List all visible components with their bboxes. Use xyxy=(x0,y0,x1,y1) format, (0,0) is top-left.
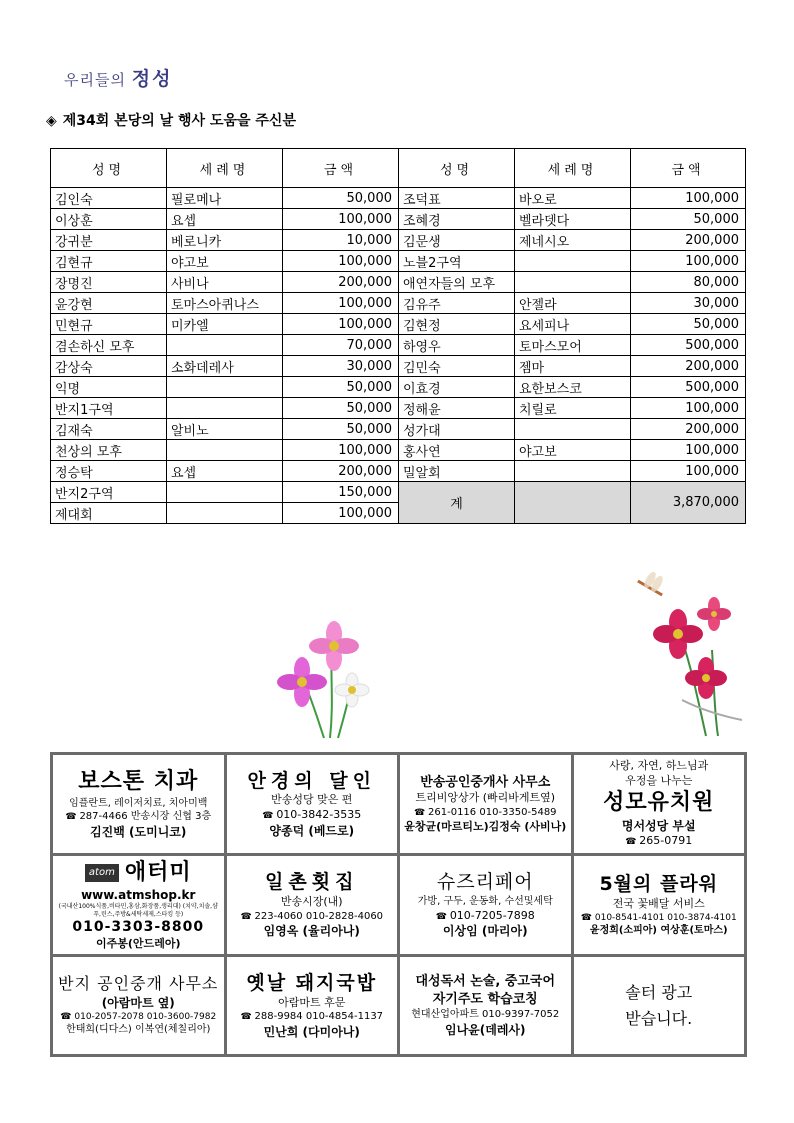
page-subtitle xyxy=(46,110,296,130)
donor-baptism: 요한보스코 xyxy=(515,377,631,398)
ad-url: www.atmshop.kr xyxy=(81,888,196,903)
total-label: 계 xyxy=(399,482,515,524)
header-baptism-left: 세례명 xyxy=(167,149,283,188)
header-name-right: 성명 xyxy=(399,149,515,188)
table-row xyxy=(51,356,746,377)
donor-baptism xyxy=(167,482,283,503)
ad-line: 현대산업아파트 010-9397-7052 xyxy=(411,1009,560,1021)
donor-amount: 100,000 xyxy=(283,440,399,461)
ad-title: 옛날 돼지국밥 xyxy=(246,971,378,994)
donor-name: 반지1구역 xyxy=(51,398,167,419)
donor-baptism: 필로메나 xyxy=(167,188,283,209)
table-row xyxy=(51,188,746,209)
ad-title: 안경의 달인 xyxy=(247,769,376,792)
donor-name: 감상숙 xyxy=(51,356,167,377)
donor-baptism: 미카엘 xyxy=(167,314,283,335)
donor-baptism: 안젤라 xyxy=(515,293,631,314)
donor-name: 천상의 모후 xyxy=(51,440,167,461)
ad-tel: 223-4060 010-2828-4060 xyxy=(254,910,384,922)
donor-name: 김인숙 xyxy=(51,188,167,209)
phone-icon xyxy=(240,911,254,922)
donor-baptism xyxy=(515,272,631,293)
ad-phone: 010-3303-8800 xyxy=(72,918,205,935)
ad-owner: 임영옥 (율리아나) xyxy=(263,924,360,939)
ad-bansong-realty xyxy=(399,754,573,855)
donor-baptism: 사비나 xyxy=(167,272,283,293)
ad-title-2: 받습니다. xyxy=(625,1008,693,1028)
ad-title: 반송공인중개사 사무소 xyxy=(420,774,551,790)
donor-baptism xyxy=(167,335,283,356)
donor-baptism: 토마스모어 xyxy=(515,335,631,356)
donor-name: 애연자들의 모후 xyxy=(399,272,515,293)
donor-name: 김현규 xyxy=(51,251,167,272)
donor-name: 제대회 xyxy=(51,503,167,524)
donor-name: 정승탁 xyxy=(51,461,167,482)
donor-name: 하영우 xyxy=(399,335,515,356)
ad-line: 명서성당 부설 xyxy=(621,818,696,833)
atomy-logo-icon: atom xyxy=(85,864,119,882)
donor-amount: 30,000 xyxy=(283,356,399,377)
phone-icon xyxy=(240,1011,254,1022)
ad-title: 애터미 xyxy=(124,859,192,885)
donor-baptism xyxy=(515,419,631,440)
donor-amount: 200,000 xyxy=(283,272,399,293)
donor-baptism: 젬마 xyxy=(515,356,631,377)
ad-fine-print: (국내산100%식품,비타민,홍삼,화장품,생리대) (치약,치솔,샴푸,린스,주방&세탁세제,스타킹 등) xyxy=(58,903,218,918)
donor-amount: 100,000 xyxy=(283,503,399,524)
ad-line: 트리비앙상가 (빠리바게트옆) xyxy=(415,791,556,805)
donor-name: 성가대 xyxy=(399,419,515,440)
ad-daesung-reading xyxy=(399,956,573,1056)
ads-grid xyxy=(50,752,747,1057)
ad-owner: 이상임 (마리아) xyxy=(442,924,528,939)
ad-owner: 이주봉(안드레아) xyxy=(96,936,181,950)
ad-tel: 261-0116 010-3350-5489 xyxy=(428,807,557,819)
donor-name: 노블2구역 xyxy=(399,251,515,272)
ad-title: 보스톤 치과 xyxy=(78,769,199,795)
dragonfly-cosmos-illustration xyxy=(622,570,746,740)
donor-amount: 100,000 xyxy=(631,461,746,482)
ad-title: 반지 공인중개 사무소 xyxy=(58,974,219,994)
header-baptism-right: 세례명 xyxy=(515,149,631,188)
ad-tel: 010-8541-4101 010-3874-4101 xyxy=(594,912,737,923)
ad-may-flower xyxy=(572,855,746,956)
ad-line: (아람마트 옆) xyxy=(101,995,175,1010)
ad-owner: 임나윤(데레사) xyxy=(444,1022,526,1037)
donor-baptism xyxy=(515,461,631,482)
subtitle-text: 제34회 본당의 날 행사 도움을 주신분 xyxy=(62,113,296,129)
header-amount-right: 금액 xyxy=(631,149,746,188)
ad-tel: 010-7205-7898 xyxy=(449,908,535,922)
header-name-left: 성명 xyxy=(51,149,167,188)
donor-amount: 50,000 xyxy=(631,209,746,230)
ad-ilchon-sushi xyxy=(225,855,399,956)
phone-icon xyxy=(625,834,639,847)
donor-name: 민현규 xyxy=(51,314,167,335)
donor-baptism: 벨라뎃다 xyxy=(515,209,631,230)
donor-amount: 70,000 xyxy=(283,335,399,356)
ad-owner: 윤정희(소피아) 여상훈(토마스) xyxy=(589,925,728,937)
ad-owner: 민난희 (다미아나) xyxy=(263,1024,360,1039)
donor-name: 조혜경 xyxy=(399,209,515,230)
donor-baptism xyxy=(167,377,283,398)
ad-line: 반송시장(내) xyxy=(280,895,343,909)
donor-name: 윤강현 xyxy=(51,293,167,314)
ad-tel: 288-9984 010-4854-1137 xyxy=(254,1011,384,1023)
donor-table xyxy=(50,148,746,524)
ad-owner: 한태희(디다스) 이복연(체칠리아) xyxy=(66,1024,211,1036)
table-row xyxy=(51,440,746,461)
table-row xyxy=(51,335,746,356)
ad-line: 임플란트, 레이저치료, 치아미백 xyxy=(69,797,208,809)
donor-baptism: 요셉 xyxy=(167,461,283,482)
donor-amount: 200,000 xyxy=(631,356,746,377)
donor-name: 정해윤 xyxy=(399,398,515,419)
ad-boston-dental xyxy=(52,754,226,855)
phone-icon xyxy=(65,811,79,822)
table-row xyxy=(51,272,746,293)
donor-amount: 100,000 xyxy=(283,251,399,272)
heading-accent: 정성 xyxy=(131,68,173,90)
ad-tel: 287-4466 xyxy=(79,811,128,823)
table-row xyxy=(51,377,746,398)
phone-icon xyxy=(262,808,276,821)
table-row xyxy=(51,230,746,251)
ad-line: 전국 꽃배달 서비스 xyxy=(612,897,705,911)
ad-line: 사랑, 자연, 하느님과 xyxy=(609,759,709,773)
ad-title: 일촌횟집 xyxy=(265,871,359,894)
donor-baptism: 야고보 xyxy=(515,440,631,461)
donor-baptism: 치릴로 xyxy=(515,398,631,419)
donor-amount: 100,000 xyxy=(283,314,399,335)
ad-title: 5월의 플라워 xyxy=(599,873,719,896)
donor-name: 반지2구역 xyxy=(51,482,167,503)
heading-prefix: 우리들의 xyxy=(64,71,126,89)
ad-tel: 265-0791 xyxy=(639,833,693,847)
table-row xyxy=(51,209,746,230)
donor-baptism: 알비노 xyxy=(167,419,283,440)
donor-amount: 100,000 xyxy=(631,440,746,461)
ad-owner: 양종덕 (베드로) xyxy=(269,824,355,839)
donor-baptism: 바오로 xyxy=(515,188,631,209)
table-row xyxy=(51,251,746,272)
donor-name: 홍사연 xyxy=(399,440,515,461)
donor-name: 조덕표 xyxy=(399,188,515,209)
table-row xyxy=(51,482,746,503)
donor-baptism: 야고보 xyxy=(167,251,283,272)
ad-tel: 010-2057-2078 010-3600-7982 xyxy=(74,1012,217,1023)
ad-placeholder xyxy=(572,956,746,1056)
ad-tel: 010-3842-3535 xyxy=(276,808,362,822)
donor-amount: 200,000 xyxy=(631,419,746,440)
ad-line: 우정을 나누는 xyxy=(625,774,693,788)
phone-icon xyxy=(581,913,595,923)
phone-icon xyxy=(436,909,450,922)
donor-name: 김유주 xyxy=(399,293,515,314)
donor-name: 이상훈 xyxy=(51,209,167,230)
donor-name: 이효경 xyxy=(399,377,515,398)
diamond-icon: ◈ xyxy=(46,113,57,129)
donor-name: 김문생 xyxy=(399,230,515,251)
donor-name: 밀알회 xyxy=(399,461,515,482)
ad-shoe-repair xyxy=(399,855,573,956)
donor-amount: 200,000 xyxy=(631,230,746,251)
donor-baptism xyxy=(167,503,283,524)
donor-amount: 50,000 xyxy=(283,188,399,209)
ad-title: 슈즈리페어 xyxy=(436,871,534,894)
donor-amount: 50,000 xyxy=(283,398,399,419)
ad-line: 반송시장 신협 3층 xyxy=(130,811,212,823)
ad-title: 성모유치원 xyxy=(603,790,715,816)
donor-amount: 100,000 xyxy=(283,209,399,230)
phone-icon xyxy=(414,807,428,818)
donor-amount: 100,000 xyxy=(283,293,399,314)
donor-amount: 50,000 xyxy=(283,419,399,440)
table-row xyxy=(51,419,746,440)
table-row xyxy=(51,398,746,419)
donor-name: 익명 xyxy=(51,377,167,398)
donor-amount: 500,000 xyxy=(631,335,746,356)
donor-amount: 50,000 xyxy=(283,377,399,398)
ad-line: 가방, 구두, 운동화, 수선및세탁 xyxy=(417,896,553,908)
donor-amount: 100,000 xyxy=(631,188,746,209)
phone-icon xyxy=(60,1012,74,1022)
donor-amount: 80,000 xyxy=(631,272,746,293)
ad-line: 반송성당 맞은 편 xyxy=(271,793,353,807)
donor-baptism: 소화데레사 xyxy=(167,356,283,377)
donor-baptism xyxy=(515,251,631,272)
donor-name: 강귀분 xyxy=(51,230,167,251)
donor-amount: 30,000 xyxy=(631,293,746,314)
donor-baptism xyxy=(167,440,283,461)
ad-pork-soup xyxy=(225,956,399,1056)
ad-atomy xyxy=(52,855,226,956)
donor-amount: 100,000 xyxy=(631,398,746,419)
page-heading xyxy=(64,64,172,91)
donor-baptism: 제네시오 xyxy=(515,230,631,251)
ad-owner: 김진백 (도미니코) xyxy=(90,824,187,839)
total-empty-cell xyxy=(515,482,631,524)
donor-name: 겸손하신 모후 xyxy=(51,335,167,356)
cosmos-flowers-illustration xyxy=(272,620,382,740)
ad-title-2: 자기주도 학습코칭 xyxy=(432,991,538,1007)
ad-title: 대성독서 논술, 중고국어 xyxy=(415,974,556,990)
donor-baptism: 요세피나 xyxy=(515,314,631,335)
ad-kindergarten xyxy=(572,754,746,855)
donor-baptism: 토마스아퀴나스 xyxy=(167,293,283,314)
donor-amount: 100,000 xyxy=(631,251,746,272)
ad-line: 아람마트 후문 xyxy=(278,995,346,1009)
donor-amount: 10,000 xyxy=(283,230,399,251)
donor-amount: 200,000 xyxy=(283,461,399,482)
total-amount: 3,870,000 xyxy=(631,482,746,524)
donor-name: 김현정 xyxy=(399,314,515,335)
donor-amount: 50,000 xyxy=(631,314,746,335)
table-row xyxy=(51,314,746,335)
donor-name: 장명진 xyxy=(51,272,167,293)
donor-name: 김재숙 xyxy=(51,419,167,440)
ad-banji-realty xyxy=(52,956,226,1056)
table-row xyxy=(51,461,746,482)
donor-baptism xyxy=(167,398,283,419)
donor-amount: 500,000 xyxy=(631,377,746,398)
donor-amount: 150,000 xyxy=(283,482,399,503)
ad-glasses xyxy=(225,754,399,855)
donor-table-header xyxy=(51,149,746,188)
donor-baptism: 베로니카 xyxy=(167,230,283,251)
ad-title: 솔터 광고 xyxy=(625,982,693,1002)
ad-owner: 윤창균(마르티노)김정숙 (사비나) xyxy=(404,819,567,833)
table-row xyxy=(51,293,746,314)
donor-name: 김민숙 xyxy=(399,356,515,377)
header-amount-left: 금액 xyxy=(283,149,399,188)
donor-baptism: 요셉 xyxy=(167,209,283,230)
